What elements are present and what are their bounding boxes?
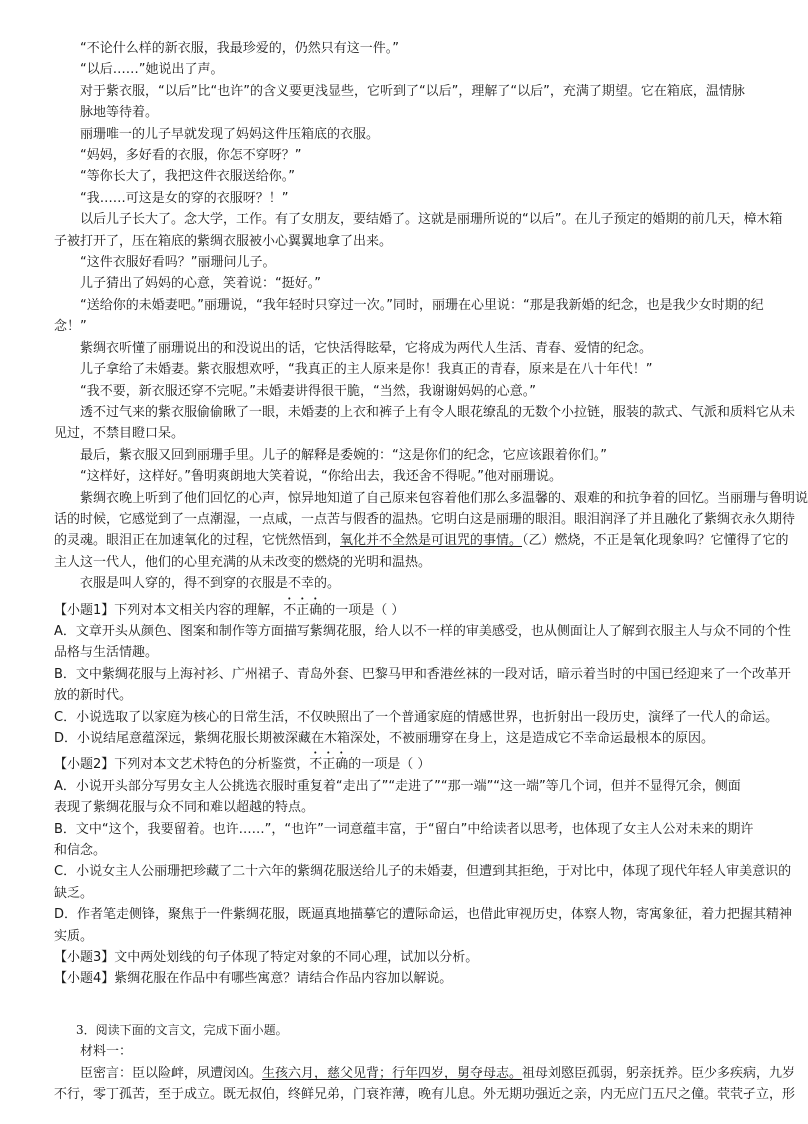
underlined-sentence: 氧化并不全然是可诅咒的事情。	[340, 533, 523, 549]
passage-line: 透不过气来的紫衣服偷偷瞅了一眼，未婚妻的上衣和裤子上有令人眼花缭乱的无数个小拉链，服装的款式、气派和质料它从未	[80, 404, 796, 420]
passage-line: “这件衣服好看吗？”丽珊问儿子。	[80, 255, 276, 271]
question-4: 【小题4】紫绸花服在作品中有哪些寓意？请结合作品内容加以解说。	[54, 971, 453, 987]
section-spacer	[54, 990, 740, 1020]
question-2-option: A．小说开头部分写男女主人公挑选衣服时重复着“走出了”“走进了”“那一端”“这一端”等几个词，但并不显得冗余，侧面	[54, 778, 741, 794]
emphasis-text: 不正确	[309, 757, 349, 773]
passage-line: “我不要，新衣服还穿不完呢。”未婚妻讲得很干脆，“当然，我谢谢妈妈的心意。”	[80, 383, 536, 399]
question-2-option: 和信念。	[54, 843, 107, 859]
question-3: 【小题3】文中两处划线的句子体现了特定对象的不同心理，试加以分析。	[54, 950, 479, 966]
passage-line: 儿子拿给了未婚妻。紫衣服想欢呼，“我真正的主人原来是你！我真正的青春，原来是在八十年代！”	[80, 362, 653, 378]
passage-line: “等你长大了，我把这件衣服送给你。”	[80, 169, 295, 185]
passage-line-underlined	[54, 530, 789, 551]
question-2-option: B．文中“这个，我要留着。也许……”，“也许”一词意蕴丰富，于“留白”中给读者以思考，也体现了女主人公对未来的期许	[54, 821, 754, 837]
passage-line: 脉地等待着。	[80, 105, 159, 121]
question-2-option: D．作者笔走侧锋，聚焦于一件紫绸花服，既逼真地描摹它的遭际命运，也借此审视历史，体察人物，寄寓象征，着力把握其精神	[54, 907, 793, 923]
passage-line: 子被打开了，压在箱底的紫绸衣服被小心翼翼地拿了出来。	[54, 233, 393, 249]
passage-line: “妈妈，多好看的衣服，你怎不穿呀？”	[80, 148, 302, 164]
question-1-option: A．文章开头从颜色、图案和制作等方面描写紫绸花服，给人以不一样的审美感受，也从侧面让人了解到衣服主人与众不同的个性	[54, 623, 791, 639]
passage-line: 念！”	[54, 319, 87, 335]
question-2-option: 实质。	[54, 928, 94, 944]
document-body	[54, 38, 808, 1106]
passage-line: 儿子猜出了妈妈的心意，笑着说：“挺好。”	[80, 276, 321, 292]
passage-line: 对于紫衣服，“以后”比“也许”的含义要更浅显些，它听到了“以后”，理解了“以后”，充满了期望。它在箱底，温情脉	[80, 83, 745, 99]
emphasis-text: 不正确	[283, 602, 323, 618]
question-2-option: 表现了紫绸花服与众不同和难以超越的特点。	[54, 800, 315, 816]
passage-line: 紫绸衣晚上听到了他们回忆的心声，惊异地知道了自己原来包容着他们那么多温馨的、艰难的和抗争着的回忆。当丽珊与鲁明说	[80, 490, 808, 506]
question-1-stem: 【小题1】下列对本文相关内容的理解，不正确的一项是（ ）	[54, 602, 405, 618]
passage-line: “以后……”她说出了声。	[80, 62, 224, 78]
section-3-heading: 3．阅读下面的文言文，完成下面小题。	[76, 1022, 288, 1037]
question-2-stem: 【小题2】下列对本文艺术特色的分析鉴赏，不正确的一项是（ ）	[54, 757, 431, 773]
passage-line: 衣服是叫人穿的，得不到穿的衣服是不幸的。	[80, 576, 341, 592]
underlined-sentence: 生孩六月，慈父见背；	[262, 1065, 393, 1081]
passage-line: 话的时候，它感觉到了一点潮湿，一点咸，一点苦与假香的温热。它明白这是丽珊的眼泪。眼泪润泽了并且融化了紫绸衣永久期待	[54, 511, 796, 527]
underlined-sentence: 行年四岁，舅夺母志。	[392, 1065, 523, 1081]
question-1-option: C．小说选取了以家庭为核心的日常生活，不仅映照出了一个普通家庭的情感世界，也折射出一段历史，演绎了一代人的命运。	[54, 709, 779, 725]
passage-text: 的灵魂。眼泪正在加速氧化的过程，它恍然悟到，	[54, 533, 341, 549]
material-label: 材料一：	[80, 1044, 133, 1060]
passage-text: （乙）燃烧，不正是氧化现象吗？它懂得了它的	[522, 533, 789, 549]
question-1-option: 品格与生活情趣。	[54, 645, 159, 661]
passage-line: “这样好，这样好。”鲁明爽朗地大笑着说，“你给出去，我还舍不得呢。”他对丽珊说。	[80, 469, 562, 485]
passage-line: 主人这一代人，他们的心里充满的从未改变的燃烧的光明和温热。	[54, 554, 432, 570]
passage-line: “不论什么样的新衣服，我最珍爱的，仍然只有这一件。”	[80, 41, 399, 56]
classical-text-line: 不行，零丁孤苦，至于成立。既无叔伯，终鲜兄弟，门衰祚薄，晚有儿息。外无期功强近之亲，内无应门五尺之僮。茕茕孑立，形	[54, 1087, 796, 1103]
question-2-option: C．小说女主人公丽珊把珍藏了二十六年的紫绸花服送给儿子的未婚妻，但遭到其拒绝，于对比中，体现了现代年轻人审美意识的	[54, 864, 792, 880]
passage-line: “送给你的未婚妻吧。”丽珊说，“我年轻时只穿过一次。”同时，丽珊在心里说：“那是我新婚的纪念，也是我少女时期的纪	[80, 297, 764, 313]
passage-line: 以后儿子长大了。念大学，工作。有了女朋友，要结婚了。这就是丽珊所说的“以后”。在儿子预定的婚期的前几天，樟木箱	[80, 212, 783, 228]
passage-line: 丽珊唯一的儿子早就发现了妈妈这件压箱底的衣服。	[80, 126, 380, 142]
passage-line: 紫绸衣听懂了丽珊说出的和没说出的话，它快活得眩晕，它将成为两代人生活、青春、爱情的纪念。	[80, 340, 653, 356]
question-1-option: B．文中紫绸花服与上海衬衫、广州裙子、青岛外套、巴黎马甲和香港丝袜的一段对话，暗示着当时的中国已经迎来了一个改革开	[54, 666, 791, 682]
passage-line: 最后，紫衣服又回到丽珊手里。儿子的解释是委婉的：“这是你们的纪念，它应该跟着你们。”	[80, 447, 607, 463]
question-1-option: 放的新时代。	[54, 688, 133, 704]
question-2-option: 缺乏。	[54, 885, 94, 901]
passage-line: 见过，不禁目瞪口呆。	[54, 426, 185, 442]
question-1-option: D．小说结尾意蕴深远，紫绸花服长期被深藏在木箱深处，不被丽珊穿在身上，这是造成它不幸命运最根本的原因。	[54, 731, 715, 746]
classical-text-line: 臣密言：臣以险衅，夙遭闵凶。生孩六月，慈父见背；行年四岁，舅夺母志。祖母刘愍臣孤弱，躬亲抚养。臣少多疾病，九岁	[80, 1065, 796, 1081]
passage-line: “我……可这是女的穿的衣服呀？！”	[80, 190, 289, 206]
